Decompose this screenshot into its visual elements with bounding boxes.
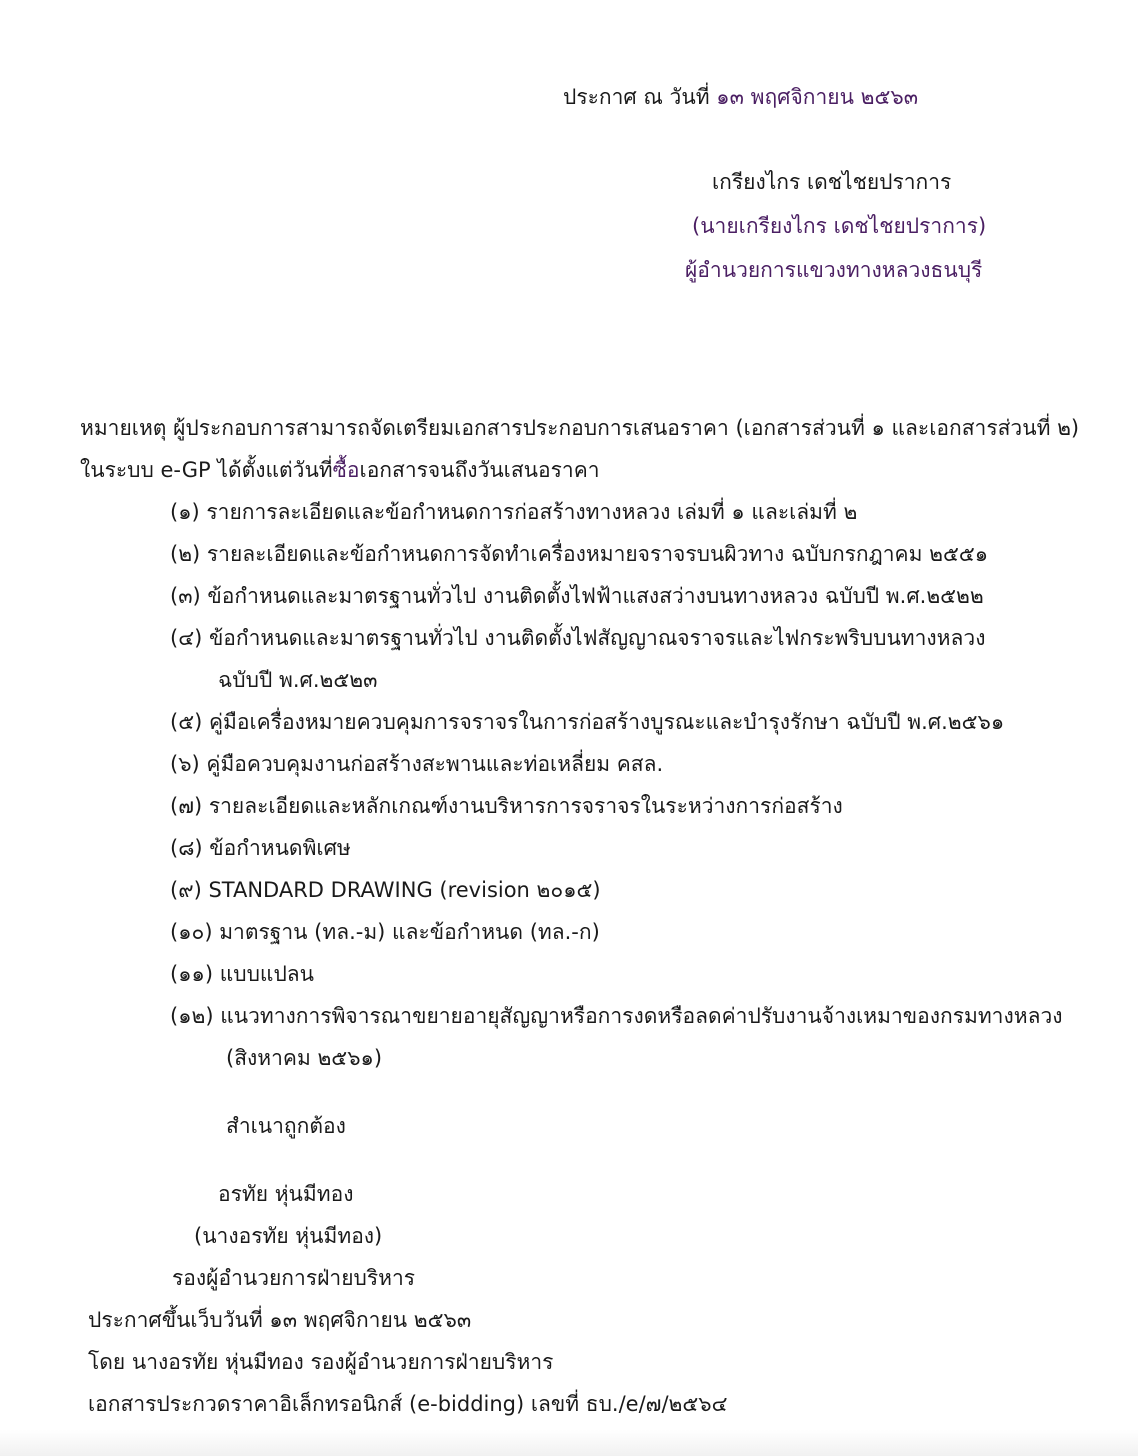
note-line-1: หมายเหตุ ผู้ประกอบการสามารถจัดเตรียมเอกสารประกอบการเสนอราคา (เอกสารส่วนที่ ๑ และเอกสารส่วนที่ ๒)	[80, 416, 1080, 440]
list-item-continuation: (สิงหาคม ๒๕๖๑)	[226, 1046, 383, 1070]
signatory-signature-name: เกรียงไกร เดชไชยปราการ	[712, 170, 952, 194]
footer-web-posted: ประกาศขึ้นเว็บวันที่ ๑๓ พฤศจิกายน ๒๕๖๓	[88, 1308, 472, 1332]
announcement-date	[563, 83, 918, 111]
list-item: (๕) คู่มือเครื่องหมายควบคุมการจราจรในการก่อสร้างบูรณะและบำรุงรักษา ฉบับปี พ.ศ.๒๕๖๑	[170, 710, 1005, 734]
list-item: (๑) รายการละเอียดและข้อกำหนดการก่อสร้างทางหลวง เล่มที่ ๑ และเล่มที่ ๒	[170, 500, 858, 524]
list-item: (๗) รายละเอียดและหลักเกณฑ์งานบริหารการจราจรในระหว่างการก่อสร้าง	[170, 794, 843, 818]
list-item: (๓) ข้อกำหนดและมาตรฐานทั่วไป งานติดตั้งไฟฟ้าแสงสว่างบนทางหลวง ฉบับปี พ.ศ.๒๕๒๒	[170, 584, 984, 608]
note-line-2-part-c: เอกสารจนถึงวันเสนอราคา	[359, 458, 600, 482]
signatory-position: ผู้อำนวยการแขวงทางหลวงธนบุรี	[685, 258, 983, 282]
note-line-2-purchase: ซื้อ	[332, 458, 360, 482]
certifier-position: รองผู้อำนวยการฝ่ายบริหาร	[172, 1266, 416, 1290]
list-item: (๒) รายละเอียดและข้อกำหนดการจัดทำเครื่องหมายจราจรบนผิวทาง ฉบับกรกฎาคม ๒๕๕๑	[170, 542, 989, 566]
copy-certified-label: สำเนาถูกต้อง	[226, 1114, 346, 1138]
certifier-signature-name: อรทัย หุ่นมีทอง	[218, 1182, 354, 1206]
list-item: (๖) คู่มือควบคุมงานก่อสร้างสะพานและท่อเหลี่ยม คสล.	[170, 752, 664, 776]
list-item: (๙) STANDARD DRAWING (revision ๒๐๑๕)	[170, 878, 601, 902]
footer-document-ref: เอกสารประกวดราคาอิเล็กทรอนิกส์ (e-bidding) เลขที่ ธบ./e/๗/๒๕๖๔	[88, 1392, 728, 1416]
list-item: (๔) ข้อกำหนดและมาตรฐานทั่วไป งานติดตั้งไฟสัญญาณจราจรและไฟกระพริบบนทางหลวง	[170, 626, 986, 650]
note-line-2-part-a: ในระบบ e-GP ได้ตั้งแต่วันที่	[80, 458, 333, 482]
list-item: (๑๒) แนวทางการพิจารณาขยายอายุสัญญาหรือการงดหรือลดค่าปรับงานจ้างเหมาของกรมทางหลวง	[170, 1004, 1063, 1028]
certifier-full-name: (นางอรทัย หุ่นมีทอง)	[194, 1224, 383, 1248]
note-line-2	[80, 456, 600, 484]
list-item: (๑๐) มาตรฐาน (ทล.-ม) และข้อกำหนด (ทล.-ก)	[170, 920, 600, 944]
signatory-full-name: (นายเกรียงไกร เดชไชยปราการ)	[692, 214, 987, 238]
list-item: (๘) ข้อกำหนดพิเศษ	[170, 836, 351, 860]
announcement-date-value: ๑๓ พฤศจิกายน ๒๕๖๓	[716, 85, 919, 109]
list-item-continuation: ฉบับปี พ.ศ.๒๕๒๓	[218, 668, 378, 692]
announcement-date-prefix: ประกาศ ณ วันที่	[563, 85, 717, 109]
page-bottom-edge	[0, 1430, 1138, 1456]
footer-posted-by: โดย นางอรทัย หุ่นมีทอง รองผู้อำนวยการฝ่ายบริหาร	[88, 1350, 554, 1374]
list-item: (๑๑) แบบแปลน	[170, 962, 315, 986]
